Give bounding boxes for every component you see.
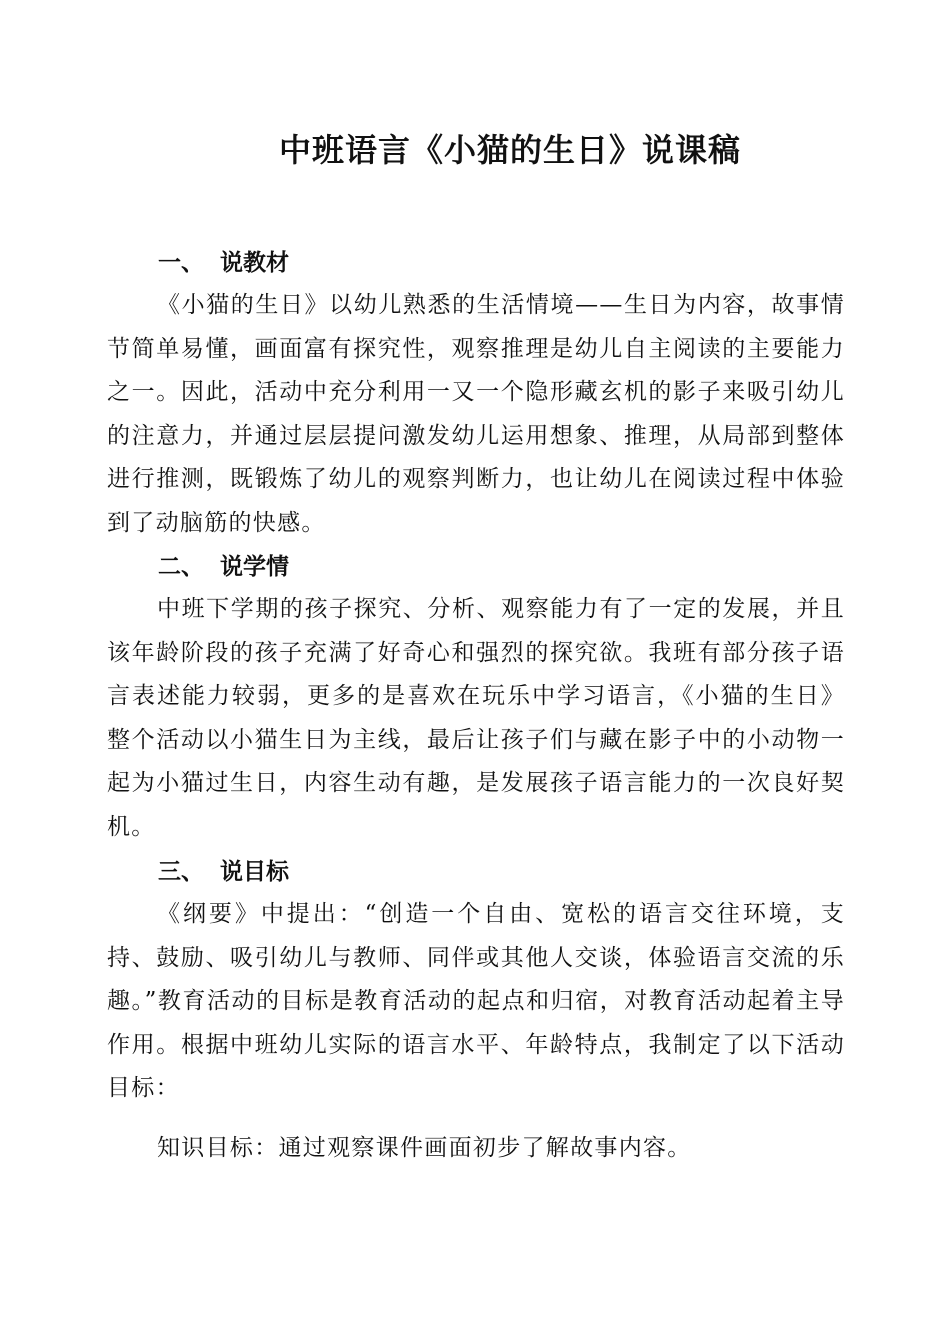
section-heading-teaching-material (158, 243, 289, 283)
section-paragraph: 中班下学期的孩子探究、分析、观察能力有了一定的发展，并且该年龄阶段的孩子充满了好奇心和强烈的探究欲。我班有部分孩子语言表述能力较弱，更多的是喜欢在玩乐中学习语言，《小猫的生日》整个活动以小猫生日为主线，最后让孩子们与藏在影子中的小动物一起为小猫过生日，内容生动有趣，是发展孩子语言能力的一次良好契机。 (107, 596, 845, 840)
objective-knowledge-paragraph: 知识目标：通过观察课件画面初步了解故事内容。 (157, 1135, 692, 1161)
section-heading-text: 说教材 (220, 249, 289, 276)
section-heading-text: 说学情 (220, 553, 289, 580)
section-paragraph: 《纲要》中提出：“创造一个自由、宽松的语言交往环境，支持、鼓励、吸引幼儿与教师、同伴或其他人交谈，体验语言交流的乐趣。”教育活动的目标是教育活动的起点和归宿，对教育活动起着主导作用。根据中班幼儿实际的语言水平、年龄特点，我制定了以下活动目标： (107, 901, 845, 1101)
section-number: 三、 (158, 858, 204, 885)
section-number: 一、 (158, 249, 204, 276)
section-number: 二、 (158, 553, 204, 580)
document-title: 中班语言《小猫的生日》说课稿 (278, 131, 741, 169)
section-paragraph: 《小猫的生日》以幼儿熟悉的生活情境——生日为内容，故事情节简单易懂，画面富有探究性，观察推理是幼儿自主阅读的主要能力之一。因此，活动中充分利用一又一个隐形藏玄机的影子来吸引幼儿的注意力，并通过层层提问激发幼儿运用想象、推理，从局部到整体进行推测，既锻炼了幼儿的观察判断力，也让幼儿在阅读过程中体验到了动脑筋的快感。 (107, 292, 845, 536)
section-heading-student-analysis (158, 547, 289, 587)
section-heading-objectives (158, 852, 289, 892)
section-heading-text: 说目标 (220, 858, 289, 885)
